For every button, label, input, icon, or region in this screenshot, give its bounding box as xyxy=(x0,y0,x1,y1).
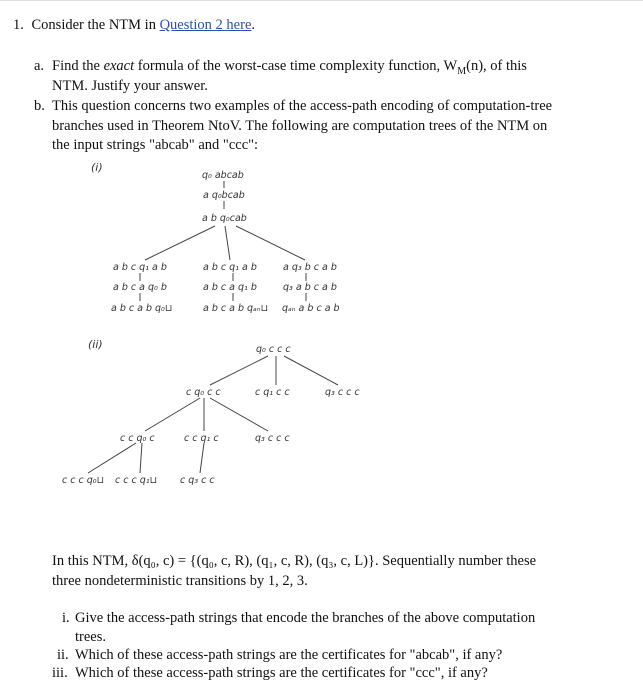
tree2-edge-g1 xyxy=(145,398,200,431)
part-b-line3: the input strings "abcab" and "ccc": xyxy=(52,137,259,153)
tree2-leaf2: c c c q₁⊔ xyxy=(115,475,157,486)
tree1-branch3-1: a q₃ b c a b xyxy=(283,262,337,273)
part-a-subscript: M xyxy=(457,65,467,77)
tree2-grand3: q₃ c c c xyxy=(255,433,290,444)
tree1-edge-left xyxy=(145,226,215,260)
tree2-leaf1: c c c q₀⊔ xyxy=(62,475,104,486)
tree1-branch1-3: a b c a b q₀⊔ xyxy=(111,303,173,314)
question-intro-suffix: . xyxy=(251,17,256,33)
tree2-root: q₀ c c c xyxy=(256,344,291,355)
subq-iii-label: iii. xyxy=(52,665,68,681)
tree2-edge-c3 xyxy=(284,356,338,385)
transition-line1: In this NTM, δ(q₀, c) = {(q₀, c, R), (q₁, c, R), (q₃, c, L)}. Sequentially number these xyxy=(52,553,537,569)
tree1-node2: a b q₀cab xyxy=(202,213,247,224)
question-number: 1. xyxy=(13,17,24,33)
tree1-branch3-3: qₐₙ a b c a b xyxy=(282,303,340,314)
tree2-grand1: c c q₀ c xyxy=(120,433,155,444)
part-b-label: b. xyxy=(34,98,45,114)
tree2-leaf3: c q₃ c c xyxy=(180,475,215,486)
part-b-line1: This question concerns two examples of the access-path encoding of computation-tree xyxy=(52,98,553,114)
part-a-text-pre: Find the xyxy=(52,58,104,74)
part-a-line2: NTM. Justify your answer. xyxy=(52,78,208,94)
subq-i-line2: trees. xyxy=(75,629,106,645)
tree2-edge-c1 xyxy=(210,356,268,385)
part-a-text-end: (n), of this xyxy=(466,58,527,74)
tree2-edge-g3 xyxy=(210,398,268,431)
part-a-label: a. xyxy=(34,58,45,74)
tree2-edge-l1 xyxy=(88,443,136,473)
question-2-link[interactable]: Question 2 here xyxy=(159,17,252,33)
tree2-edge-l3 xyxy=(200,443,204,473)
subq-i-line1: Give the access-path strings that encode the branches of the above computation xyxy=(75,610,536,626)
tree1-edge-right xyxy=(236,226,305,260)
subq-iii-text: Which of these access-path strings are the certificates for "ccc", if any? xyxy=(75,665,488,681)
tree1-root: q₀ abcab xyxy=(202,170,244,181)
tree1-branch2-2: a b c a q₁ b xyxy=(203,282,257,293)
tree2-child1: c q₀ c c xyxy=(186,387,221,398)
subq-ii-text: Which of these access-path strings are the certificates for "abcab", if any? xyxy=(75,647,503,663)
tree2-child2: c q₁ c c xyxy=(255,387,290,398)
tree2-edge-l2 xyxy=(140,443,142,473)
part-a-text-post: formula of the worst-case time complexity function, W xyxy=(134,58,458,74)
subq-i-label: i. xyxy=(62,610,70,626)
tree1-branch3-2: q₃ a b c a b xyxy=(283,282,337,293)
question-intro-prefix: Consider the NTM in xyxy=(31,17,160,33)
tree1-edge-mid xyxy=(225,226,230,260)
tree1-branch1-1: a b c q₁ a b xyxy=(113,262,167,273)
tree1-branch2-1: a b c q₁ a b xyxy=(203,262,257,273)
transition-line2: three nondeterministic transitions by 1, 2, 3. xyxy=(52,573,308,589)
tree2-grand2: c c q₁ c xyxy=(184,433,219,444)
tree1-node1: a q₀bcab xyxy=(203,190,245,201)
subq-ii-label: ii. xyxy=(57,647,69,663)
tree1-branch2-3: a b c a b qₐₙ⊔ xyxy=(203,303,268,314)
part-b-line2: branches used in Theorem NtoV. The following are computation trees of the NTM on xyxy=(52,118,548,134)
tree2-child3: q₃ c c c xyxy=(325,387,360,398)
part-a-exact: exact xyxy=(103,58,135,74)
tree1-label: (i) xyxy=(91,161,103,174)
tree1-branch1-2: a b c a q₀ b xyxy=(113,282,167,293)
tree2-label: (ii) xyxy=(88,338,103,351)
